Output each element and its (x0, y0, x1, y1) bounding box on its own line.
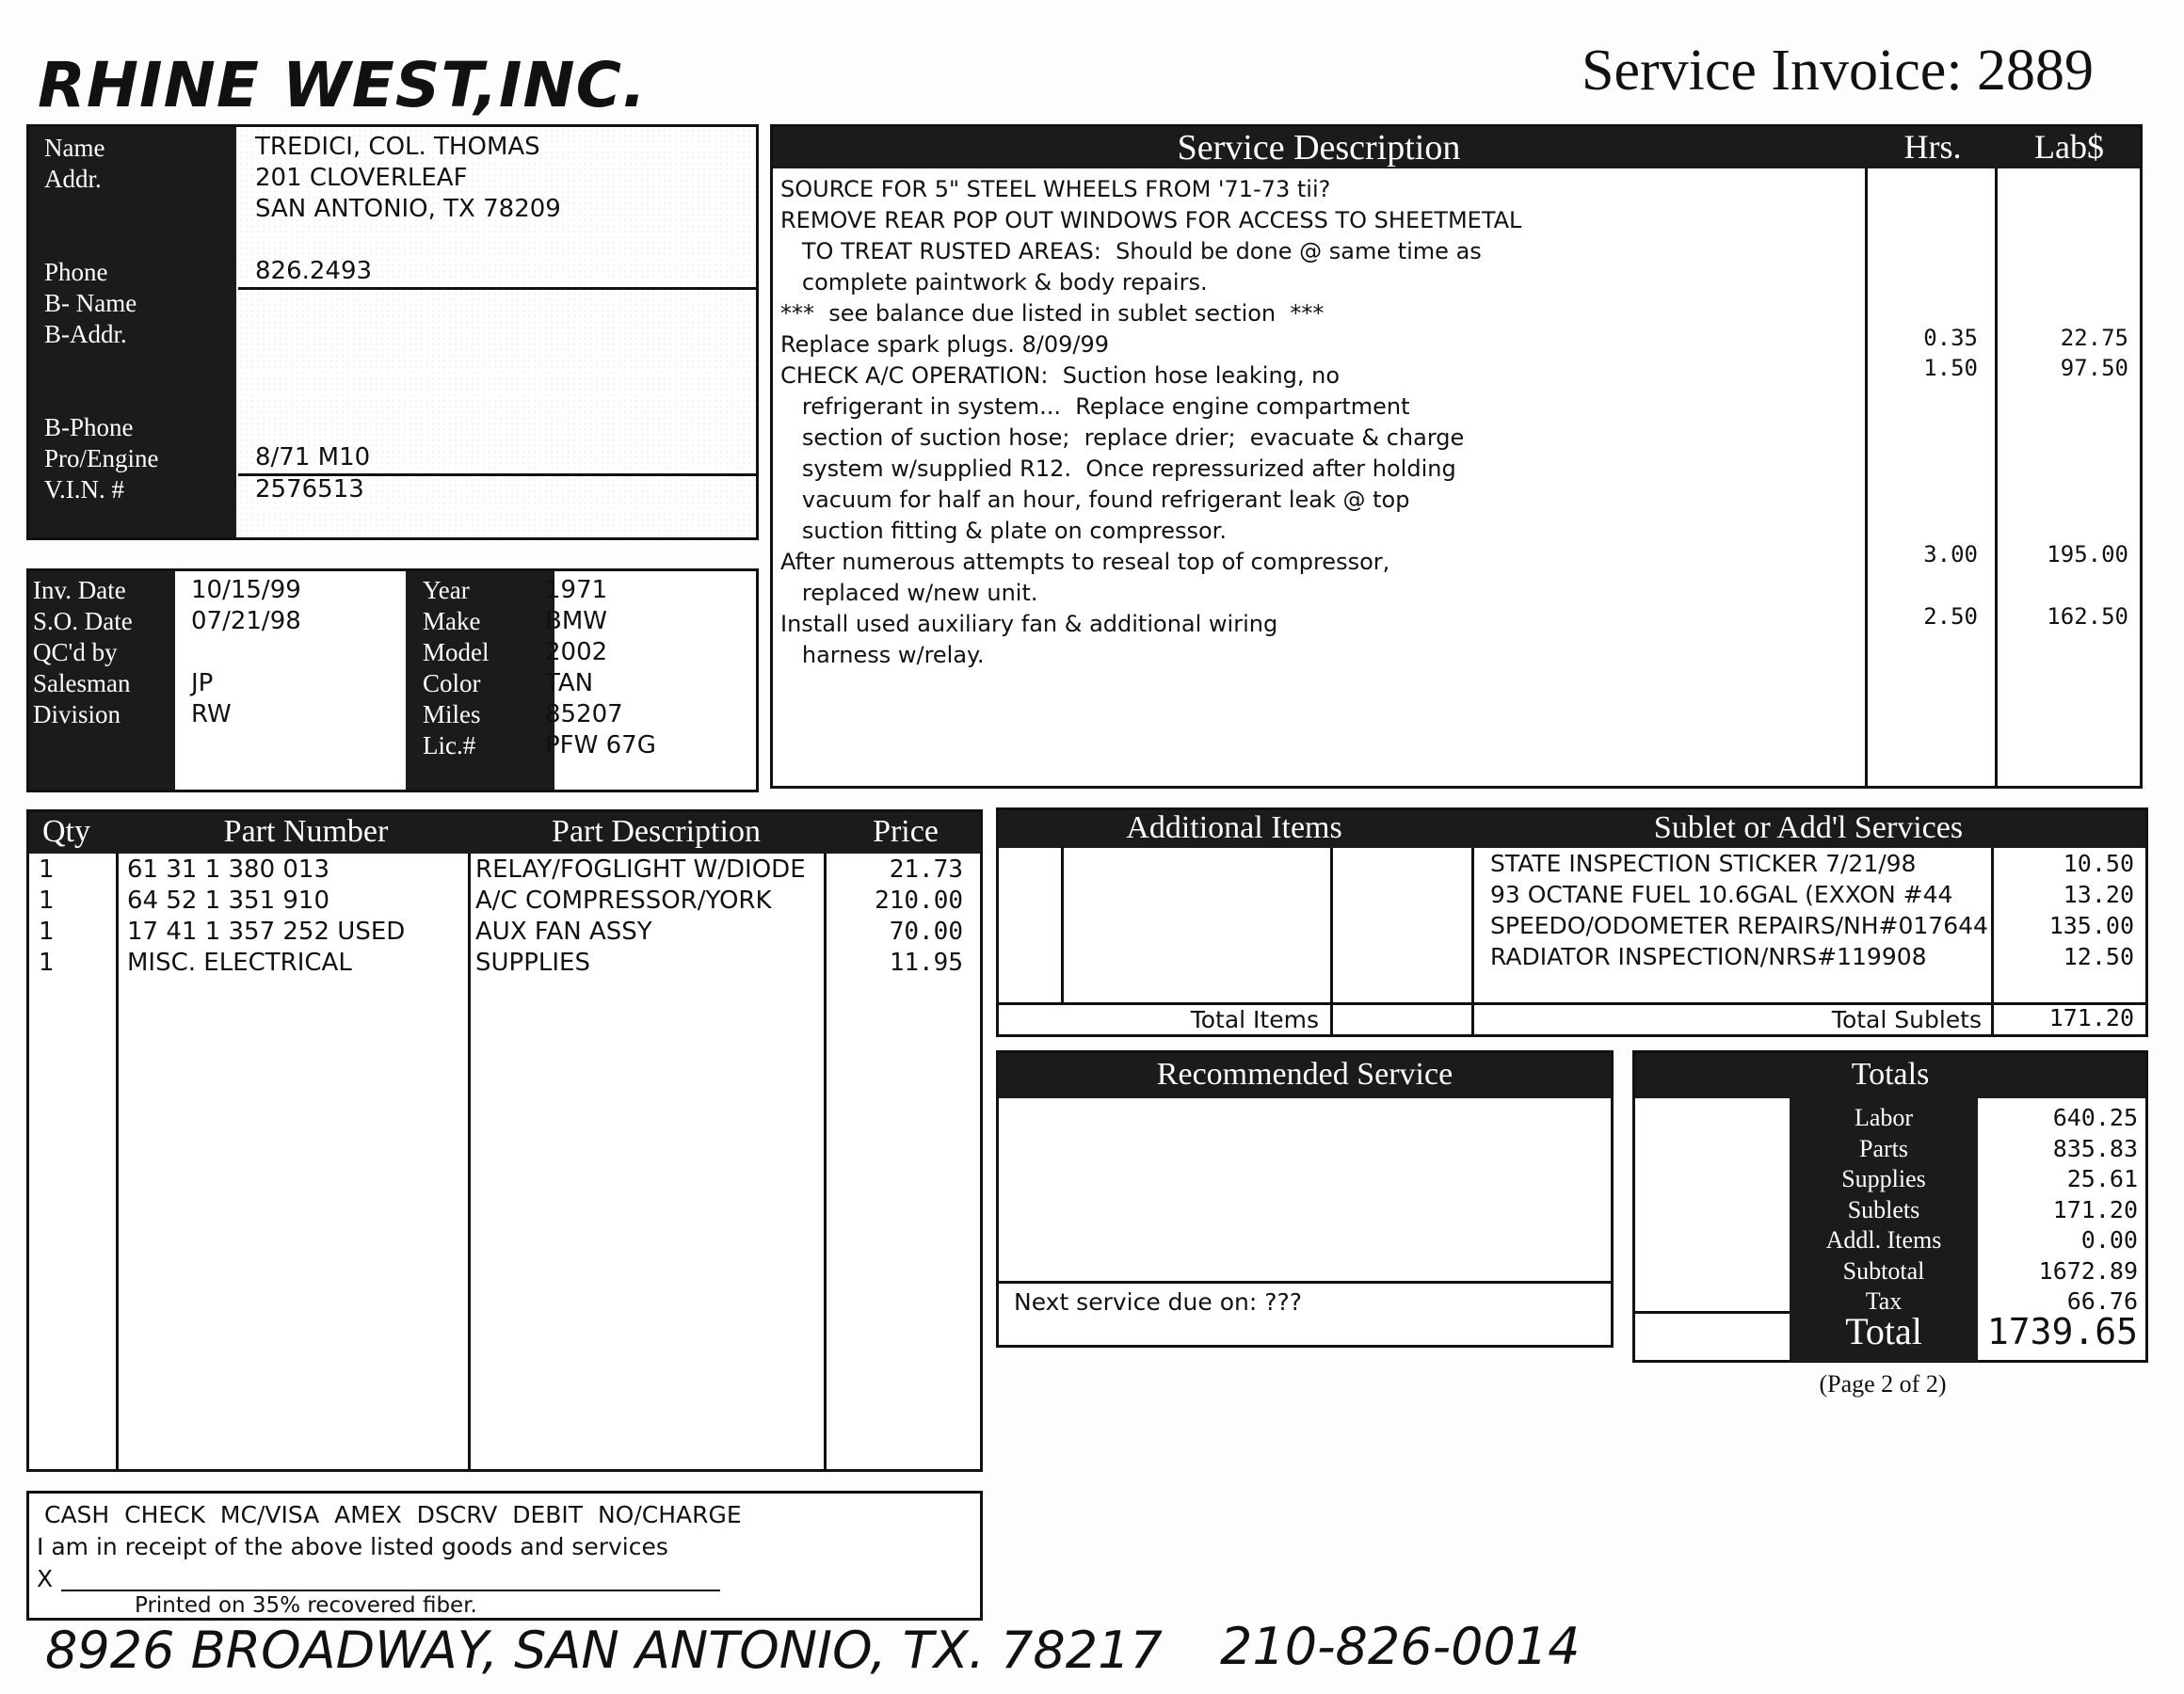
payment-box (26, 1491, 983, 1621)
signature-line[interactable] (61, 1590, 720, 1591)
service-line: TO TREAT RUSTED AREAS: Should be done @ same time as (780, 238, 1482, 264)
lab-4: 162.50 (2047, 603, 2128, 630)
printed-note: Printed on 35% recovered fiber. (135, 1593, 477, 1618)
receipt-text: I am in receipt of the above listed goods and services (37, 1533, 668, 1560)
totals-label: Subtotal (1842, 1256, 1925, 1285)
sublet-row (999, 850, 2145, 881)
lab-1: 22.75 (2060, 325, 2128, 351)
next-service: Next service due on: ??? (1014, 1288, 1303, 1316)
price-header: Price (873, 814, 939, 849)
vin-number: 2576513 (255, 475, 364, 503)
vehicle-values: 1971 BMW 2002 TAN 85207 PFW 67G (545, 576, 656, 759)
meta-values: 10/15/99 07/21/98 JP RW (191, 576, 301, 728)
additional-sublet-box (996, 807, 2148, 1037)
footer-phone: 210-826-0014 (1220, 1617, 1581, 1676)
total-sublets-label: Total Sublets (1831, 1006, 1982, 1033)
service-lines (780, 174, 1521, 671)
totals-value: 25.61 (2066, 1165, 2138, 1192)
part-qty: 1 (39, 887, 55, 915)
service-line: harness w/relay. (780, 642, 985, 668)
sublet-row (999, 912, 2145, 943)
service-line: vacuum for half an hour, found refrigerant leak @ top (780, 487, 1410, 513)
page-indicator: (Page 2 of 2) (1819, 1370, 1947, 1398)
lab-2: 97.50 (2060, 355, 2128, 381)
hrs-3: 3.00 (1923, 541, 1978, 567)
hrs-1: 0.35 (1923, 325, 1978, 351)
service-lab-header: Lab$ (2034, 128, 2104, 166)
sublet-header: Sublet or Add'l Services (1653, 810, 1964, 845)
totals-value: 835.83 (2052, 1134, 2138, 1162)
customer-name: TREDICI, COL. THOMAS (255, 133, 540, 161)
signature-x: X (37, 1565, 54, 1592)
part-num: 17 41 1 357 252 USED (127, 918, 406, 946)
table-row (29, 918, 980, 949)
part-number-header: Part Number (223, 814, 389, 849)
table-row (29, 887, 980, 918)
part-num: 61 31 1 380 013 (127, 855, 330, 884)
totals-value: 171.20 (2052, 1195, 2138, 1223)
service-line: replaced w/new unit. (780, 580, 1038, 606)
totals-value: 66.76 (2066, 1287, 2138, 1315)
sublet-row (999, 881, 2145, 912)
totals-label: Tax (1865, 1287, 1903, 1315)
part-num: 64 52 1 351 910 (127, 887, 330, 915)
meta-labels: Inv. Date S.O. Date QC'd by Salesman Division (33, 576, 133, 728)
service-line: suction fitting & plate on compressor. (780, 518, 1227, 544)
sublet-desc: STATE INSPECTION STICKER 7/21/98 (1490, 850, 1917, 877)
totals-label: Addl. Items (1825, 1226, 1942, 1254)
pro-engine: 8/71 M10 (255, 443, 371, 471)
customer-box (26, 124, 759, 540)
vehicle-labels: Year Make Model Color Miles Lic.# (423, 576, 490, 759)
service-line: SOURCE FOR 5" STEEL WHEELS FROM '71-73 tii? (780, 176, 1331, 202)
totals-box (1632, 1050, 2148, 1363)
recommended-header: Recommended Service (1156, 1057, 1453, 1092)
customer-labels: Name Addr. Phone B- Name B-Addr. B-Phone Pro/Engine V.I.N. # (44, 134, 159, 503)
totals-label: Sublets (1847, 1195, 1920, 1223)
part-price: 21.73 (889, 855, 963, 884)
part-price: 70.00 (889, 918, 963, 946)
hrs-4: 2.50 (1923, 603, 1978, 630)
service-line: Replace spark plugs. 8/09/99 (780, 331, 1110, 358)
part-num: MISC. ELECTRICAL (127, 949, 352, 977)
part-qty: 1 (39, 949, 55, 977)
service-desc-header: Service Description (1177, 128, 1461, 168)
service-line: system w/supplied R12. Once repressurized after holding (780, 455, 1456, 482)
service-line: section of suction hose; replace drier; evacuate & charge (780, 424, 1465, 451)
grand-total-value: 1739.65 (1986, 1311, 2138, 1352)
service-line: CHECK A/C OPERATION: Suction hose leaking, no (780, 362, 1341, 389)
totals-header: Totals (1851, 1057, 1930, 1092)
sublet-desc: SPEEDO/ODOMETER REPAIRS/NH#017644 (1490, 912, 1988, 939)
totals-value: 640.25 (2052, 1104, 2138, 1131)
hrs-2: 1.50 (1923, 355, 1978, 381)
part-qty: 1 (39, 918, 55, 946)
service-box (770, 124, 2143, 789)
additional-items-header: Additional Items (1126, 810, 1342, 845)
totals-value: 0.00 (2080, 1226, 2138, 1254)
table-row (29, 949, 980, 980)
sublet-desc: RADIATOR INSPECTION/NRS#119908 (1490, 943, 1927, 970)
part-desc: RELAY/FOGLIGHT W/DIODE (475, 855, 806, 884)
sublet-amount: 10.50 (2063, 850, 2134, 877)
footer-address: 8926 BROADWAY, SAN ANTONIO, TX. 78217 (45, 1621, 1163, 1680)
parts-box (26, 809, 983, 1472)
qty-header: Qty (42, 814, 90, 849)
grand-total-label: Total (1845, 1310, 1922, 1352)
part-price: 11.95 (889, 949, 963, 977)
lab-3: 195.00 (2047, 541, 2128, 567)
service-line: Install used auxiliary fan & additional wiring (780, 611, 1278, 637)
meta-box (26, 568, 759, 792)
sublet-amount: 135.00 (2048, 912, 2134, 939)
part-desc-header: Part Description (552, 814, 761, 849)
totals-value: 1672.89 (2038, 1256, 2138, 1285)
payment-methods: CASH CHECK MC/VISA AMEX DSCRV DEBIT NO/CHARGE (44, 1501, 742, 1528)
total-items-label: Total Items (1190, 1006, 1319, 1033)
sublet-row (999, 943, 2145, 974)
totals-label: Supplies (1841, 1165, 1926, 1192)
customer-addr1: 201 CLOVERLEAF (255, 164, 468, 192)
table-row (29, 855, 980, 887)
part-desc: SUPPLIES (475, 949, 590, 977)
service-line: *** see balance due listed in sublet section *** (780, 300, 1325, 327)
part-price: 210.00 (875, 887, 963, 915)
part-qty: 1 (39, 855, 55, 884)
customer-phone: 826.2493 (255, 257, 373, 285)
total-sublets-value: 171.20 (2048, 1004, 2134, 1031)
totals-label: Parts (1859, 1134, 1908, 1162)
invoice-title: Service Invoice: 2889 (1582, 39, 2095, 103)
sublet-amount: 12.50 (2063, 943, 2134, 970)
service-line: refrigerant in system... Replace engine compartment (780, 393, 1410, 420)
service-line: REMOVE REAR POP OUT WINDOWS FOR ACCESS TO SHEETMETAL (780, 207, 1522, 233)
part-desc: AUX FAN ASSY (475, 918, 652, 946)
service-hrs-header: Hrs. (1903, 128, 1962, 166)
sublet-amount: 13.20 (2063, 881, 2134, 908)
recommended-box (996, 1050, 1614, 1348)
service-line: After numerous attempts to reseal top of compressor, (780, 549, 1390, 575)
totals-label: Labor (1854, 1104, 1914, 1131)
customer-addr2: SAN ANTONIO, TX 78209 (255, 195, 561, 223)
sublet-desc: 93 OCTANE FUEL 10.6GAL (EXXON #44 (1490, 881, 1953, 908)
part-desc: A/C COMPRESSOR/YORK (475, 887, 772, 915)
service-line: complete paintwork & body repairs. (780, 269, 1208, 296)
company-name: RHINE WEST,INC. (38, 49, 648, 121)
